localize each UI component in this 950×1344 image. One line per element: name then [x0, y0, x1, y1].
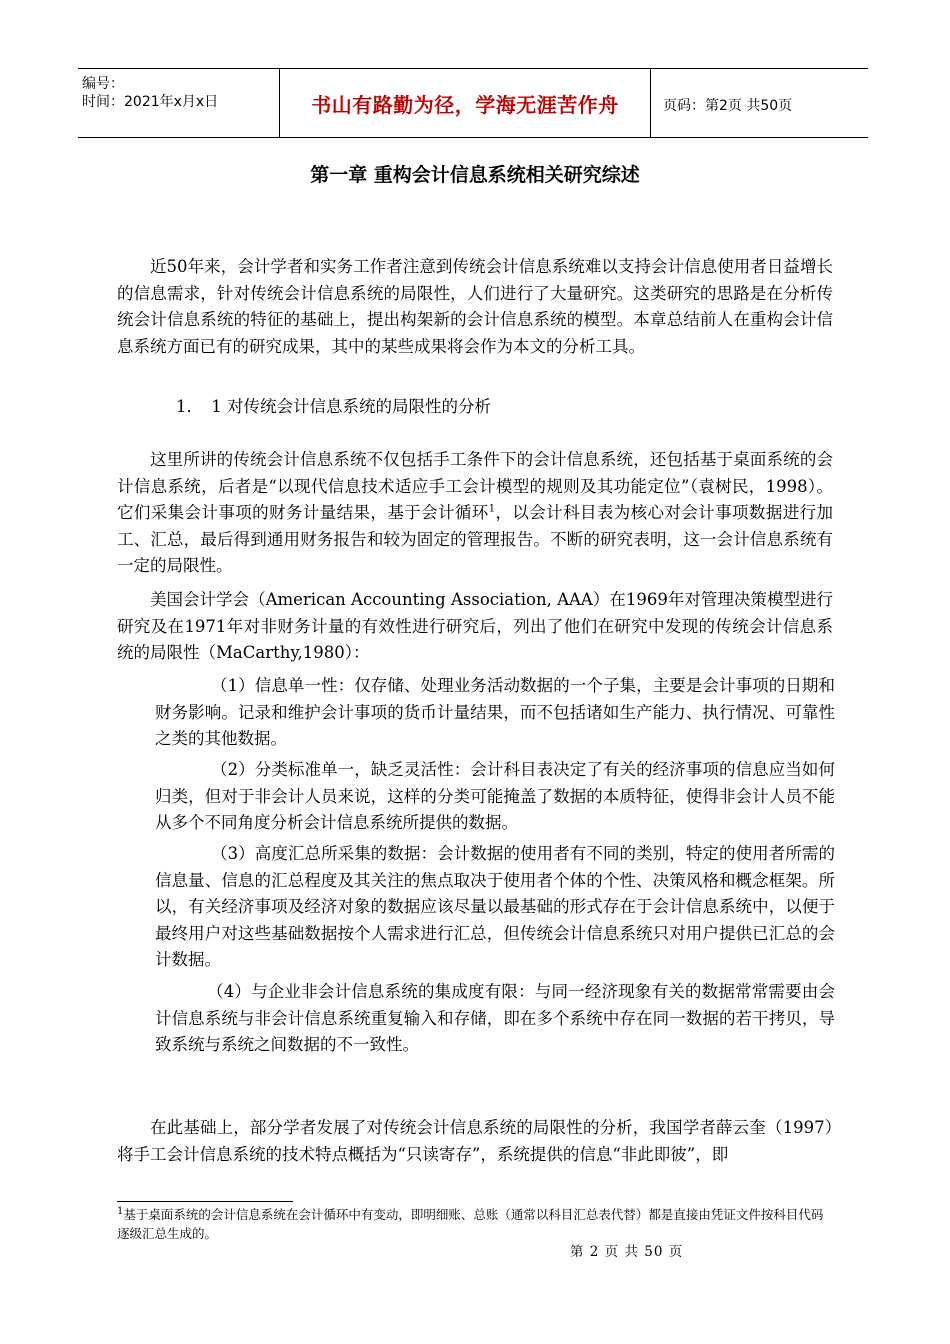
header-motto-cell	[279, 69, 651, 137]
chapter-title: 第一章 重构会计信息系统相关研究综述	[310, 164, 640, 186]
list-item: （1）信息单一性：仅存储、处理业务活动数据的一个子集，主要是会计事项的日期和财务影响。记录和维护会计事项的货币计量结果，而不包括诸如生产能力、执行情况、可靠性之类的其他数据。	[155, 676, 835, 749]
header-left-cell	[78, 69, 278, 137]
section-heading: 1． 1 对传统会计信息系统的局限性的分析	[176, 397, 491, 416]
page-label: 页码：第2页 共50页	[663, 98, 793, 114]
page-footer: 第 2 页 共 50 页	[570, 1244, 684, 1260]
footnote-text: 基于桌面系统的会计信息系统在会计循环中有变动，即明细账、总账（通常以科目汇总表代替）都是直接由凭证文件按科目代码逐级汇总生成的。	[117, 1207, 824, 1241]
list-item: （4）与企业非会计信息系统的集成度有限：与同一经济现象有关的数据常常需要由会计信息系统与非会计信息系统重复输入和存储，即在多个系统中存在同一数据的若干拷贝，导致系统与系统之间数据的不一致性。	[155, 982, 835, 1055]
paragraph-aaa: 美国会计学会（American Accounting Association, AAA）在1969年对管理决策模型进行研究及在1971年对非财务计量的有效性进行研究后，列出了他们在研究中发现的传统会计信息系统的局限性（MaCarthy,1980）：	[117, 590, 833, 663]
intro-paragraph: 近50年来，会计学者和实务工作者注意到传统会计信息系统难以支持会计信息使用者日益增长的信息需求，针对传统会计信息系统的局限性，人们进行了大量研究。这类研究的思路是在分析传统会计信息系统的特征的基础上，提出构架新的会计信息系统的模型。本章总结前人在重构会计信息系统方面已有的研究成果，其中的某些成果将会作为本文的分析工具。	[117, 257, 833, 356]
list-item: （3）高度汇总所采集的数据：会计数据的使用者有不同的类别，特定的使用者所需的信息量、信息的汇总程度及其关注的焦点取决于使用者个体的个性、决策风格和概念框架。所以，有关经济事项及经济对象的数据应该尽量以最基础的形式存在于会计信息系统中，以便于最终用户对这些基础数据按个人需求进行汇总，但传统会计信息系统只对用户提供已汇总的会计数据。	[155, 844, 835, 970]
paragraph-traditional-system	[117, 447, 833, 580]
list-item: （2）分类标准单一，缺乏灵活性：会计科目表决定了有关的经济事项的信息应当如何归类，但对于非会计人员来说，这样的分类可能掩盖了数据的本质特征，使得非会计人员不能从多个不同角度分析会计信息系统所提供的数据。	[155, 760, 835, 833]
header-table	[78, 68, 868, 138]
header-page-cell	[651, 69, 868, 137]
footnote-mark: 1	[117, 1205, 124, 1217]
footnote	[117, 1205, 833, 1243]
footnote-divider	[117, 1201, 293, 1202]
footnote-reference: 1	[488, 503, 496, 515]
paragraph-text: 这里所讲的传统会计信息系统不仅包括手工条件下的会计信息系统，还包括基于桌面系统的会计信息系统，后者是“以现代信息技术适应手工会计模型的规则及其功能定位”（袁树民，1998）。它们采集会计事项的财务计量结果，基于会计循环	[117, 450, 833, 523]
motto: 书山有路勤为径，学海无涯苦作舟	[311, 93, 619, 117]
paragraph-text: ，以会计科目表为核心对会计事项数据进行加工、汇总，最后得到通用财务报告和较为固定的管理报告。不断的研究表明，这一会计信息系统有一定的局限性。	[117, 503, 834, 576]
time-label: 时间：2021年x月x日	[82, 94, 219, 110]
paragraph-further-analysis: 在此基础上，部分学者发展了对传统会计信息系统的局限性的分析，我国学者薛云奎（1997）将手工会计信息系统的技术特点概括为“只读寄存”，系统提供的信息“非此即彼”，即	[117, 1118, 833, 1164]
code-label: 编号：	[82, 76, 124, 92]
